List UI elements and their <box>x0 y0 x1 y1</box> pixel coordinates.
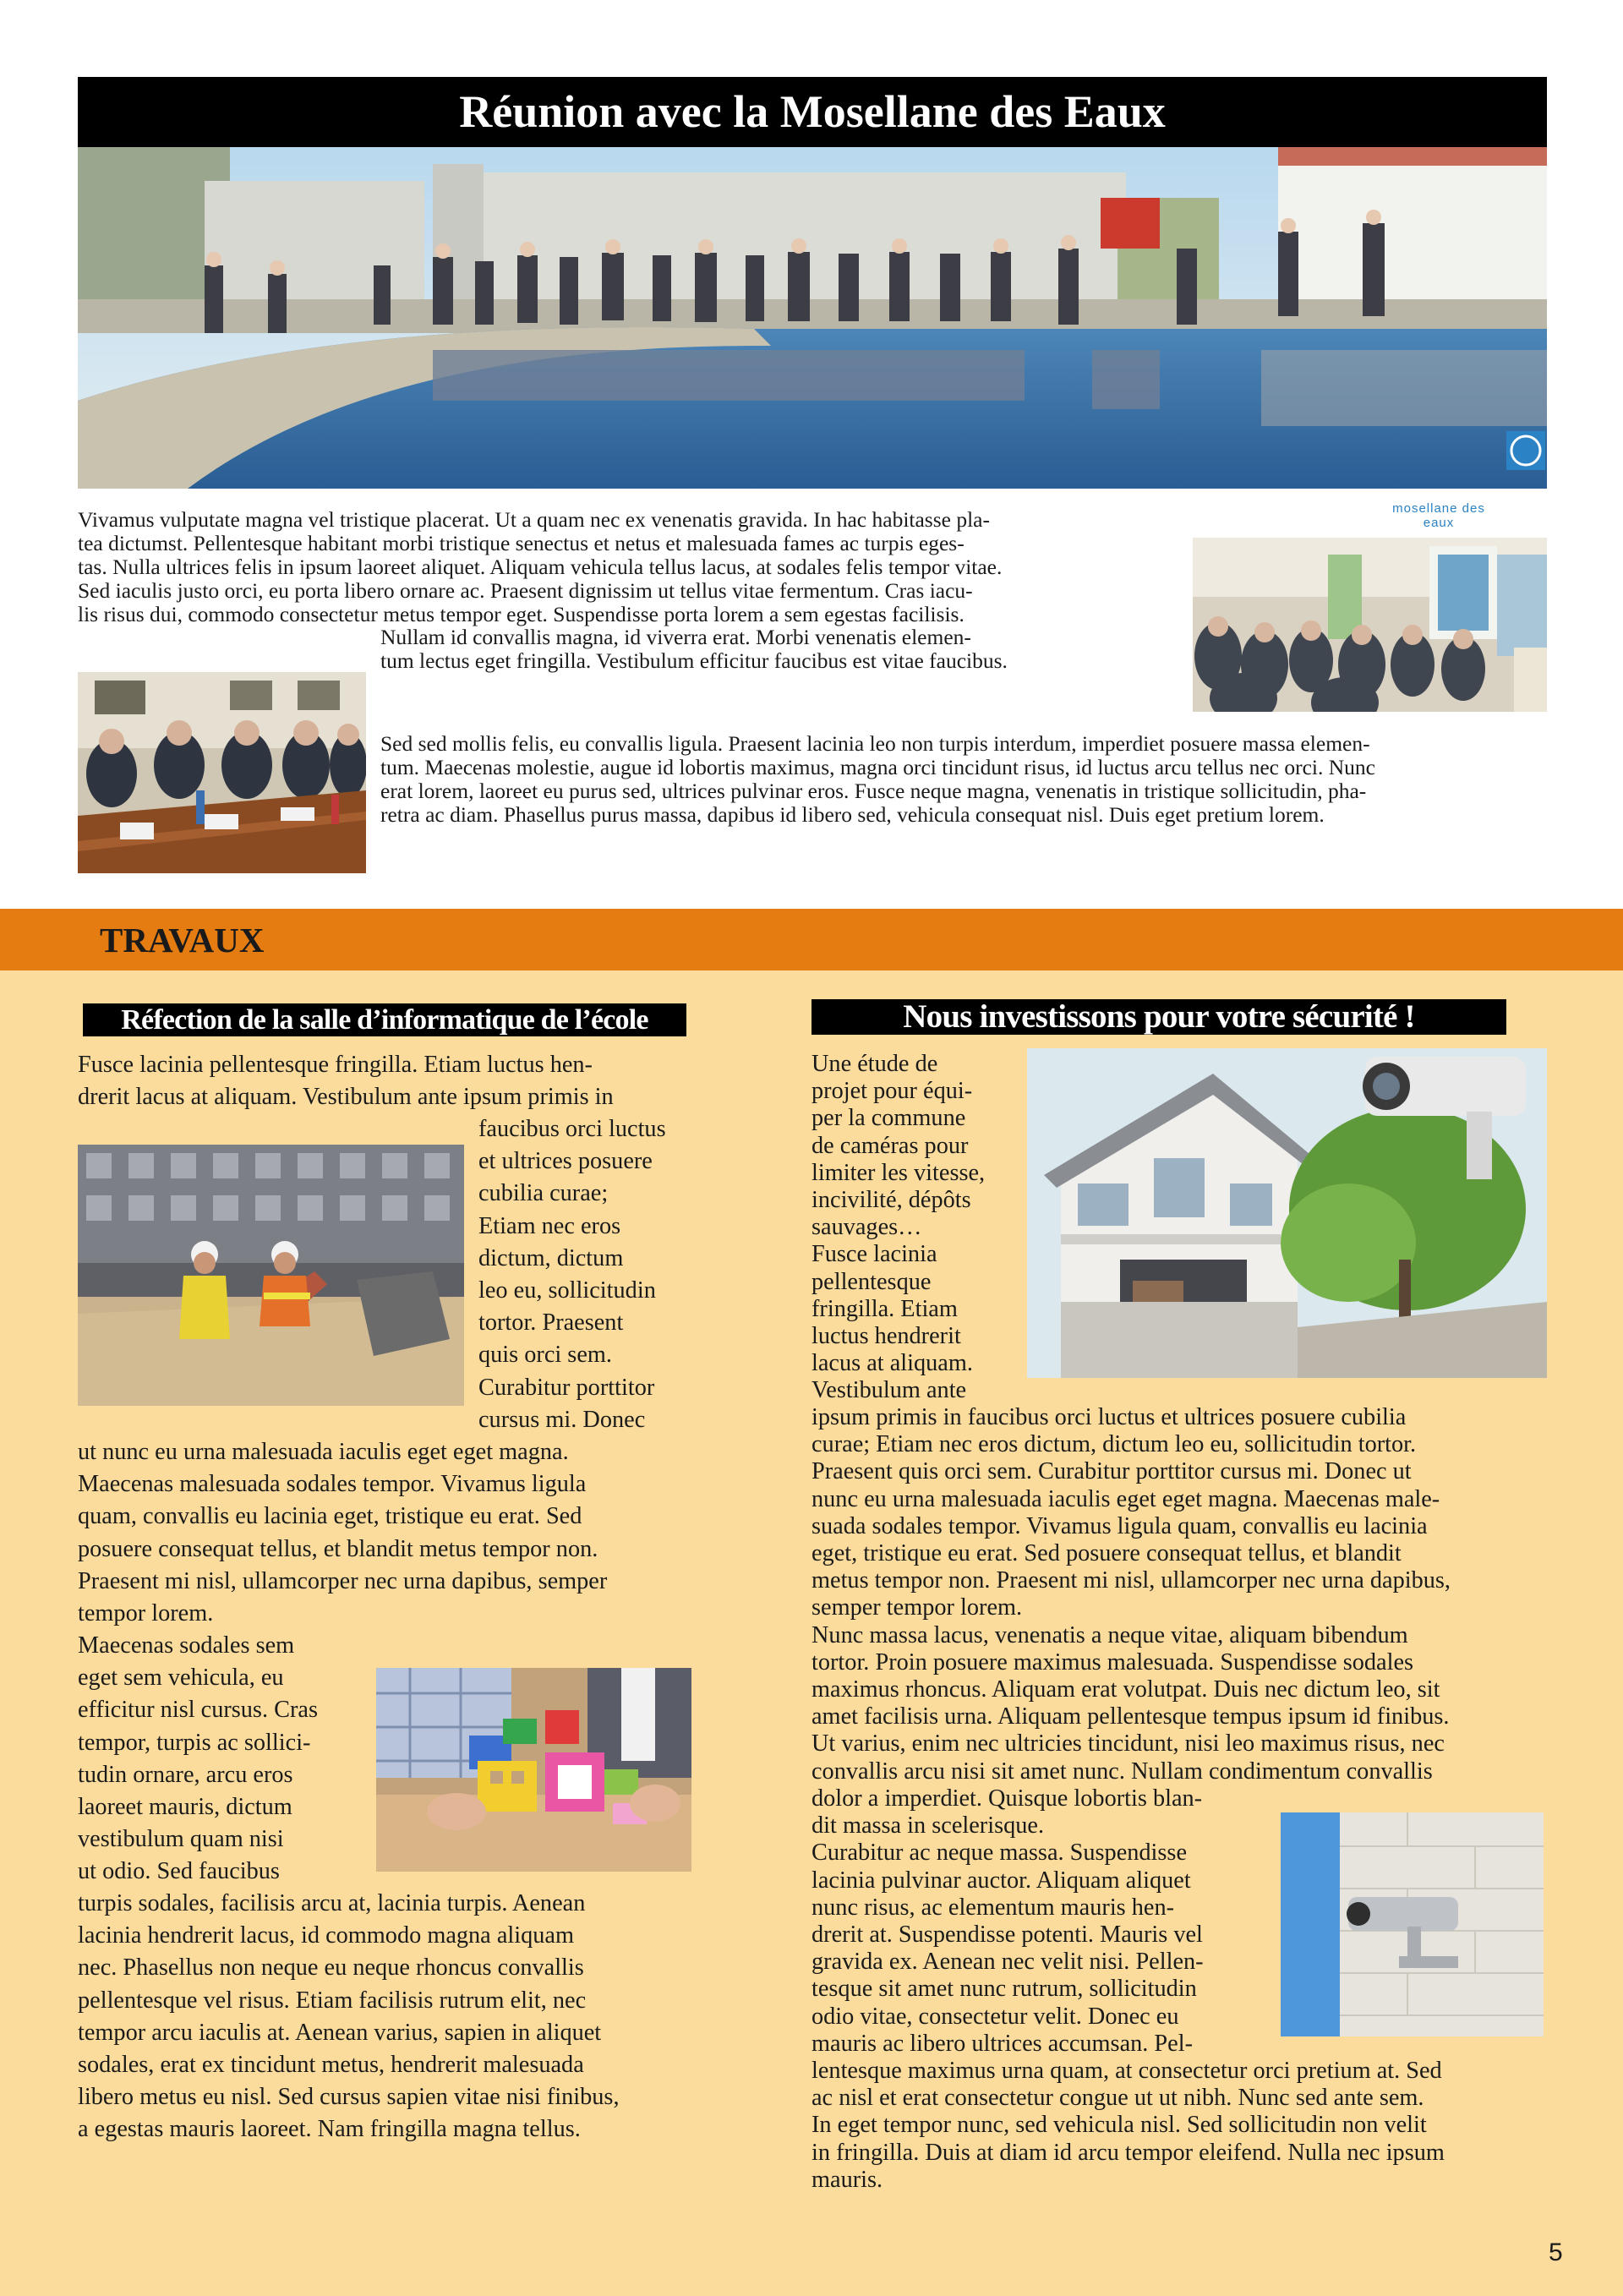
text-line: Nullam id convallis magna, id viverra erat. Morbi venenatis elemen- <box>380 625 971 649</box>
text-line: tudin ornare, arcu eros <box>78 1761 293 1788</box>
brand-logo-text: mosellane des eaux <box>1392 501 1485 530</box>
text-line: tempor arcu iaculis at. Aenean varius, sapien in aliquet <box>78 2019 602 2046</box>
text-line: ipsum primis in faucibus orci luctus et ultrices posuere cubilia <box>812 1404 1407 1430</box>
text-line: Praesent quis orci sem. Curabitur porttitor cursus mi. Donec ut <box>812 1458 1412 1485</box>
text-line: projet pour équi- <box>812 1078 973 1105</box>
article-intro-text <box>78 508 1156 626</box>
page-number: 5 <box>1549 2239 1563 2266</box>
text-line: gravida ex. Aenean nec velit nisi. Pellen- <box>812 1949 1204 1976</box>
article-intro-text-cont <box>380 626 1156 673</box>
text-line: posuere consequat tellus, et blandit metus tempor non. <box>78 1535 598 1562</box>
text-line: ut nunc eu urna malesuada iaculis eget eget magna. <box>78 1439 569 1465</box>
text-line: nunc eu urna malesuada iaculis eget eget magna. Maecenas male- <box>812 1485 1440 1512</box>
text-line: suada sodales tempor. Vivamus ligula quam, convallis eu lacinia <box>812 1512 1428 1539</box>
text-line: Etiam nec eros <box>478 1212 621 1239</box>
text-line: et ultrices posuere <box>478 1148 653 1175</box>
text-line: Curabitur ac neque massa. Suspendisse <box>812 1840 1188 1867</box>
text-line: lacinia pulvinar auctor. Aliquam aliquet <box>812 1867 1191 1894</box>
text-line: metus tempor non. Praesent mi nisl, ullamcorper nec urna dapibus, <box>812 1567 1451 1594</box>
text-line: ut odio. Sed faucibus <box>78 1858 280 1885</box>
text-line: pellentesque <box>812 1268 932 1295</box>
text-line: Fusce lacinia pellentesque fringilla. Etiam luctus hen- <box>78 1052 593 1078</box>
photo-presentation-audience <box>1193 538 1547 712</box>
text-line: eget sem vehicula, eu <box>78 1665 284 1692</box>
text-line: faucibus orci luctus <box>478 1116 666 1142</box>
article-school-text-wrap2 <box>78 1630 365 1889</box>
text-line: tempor lorem. <box>78 1600 214 1627</box>
text-line: per la commune <box>812 1105 966 1132</box>
text-line: Curabitur porttitor <box>478 1374 655 1401</box>
text-line: cubilia curae; <box>478 1180 609 1207</box>
article-title: Réunion avec la Mosellane des Eaux <box>78 77 1547 147</box>
text-line: turpis sodales, facilisis arcu at, lacinia turpis. Aenean <box>78 1890 586 1916</box>
text-line: amet facilisis urna. Aliquam pellentesque tempus ipsum id finibus. <box>812 1703 1450 1730</box>
text-line: eget, tristique eu erat. Sed posuere consequat tellus, et blandit <box>812 1540 1402 1567</box>
text-line: lentesque maximus urna quam, at consectetur orci pretium at. Sed <box>812 2058 1442 2084</box>
text-line: quis orci sem. <box>478 1342 612 1369</box>
text-line: semper tempor lorem. <box>812 1594 1023 1621</box>
text-line: Praesent mi nisl, ullamcorper nec urna dapibus, semper <box>78 1567 608 1594</box>
text-line: tortor. Proin posuere maximus malesuada. Suspendisse sodales <box>812 1648 1414 1676</box>
text-line: dit massa in scelerisque. <box>812 1812 1045 1840</box>
text-line: nunc risus, ac elementum mauris hen- <box>812 1894 1175 1921</box>
text-line: mauris. <box>812 2166 883 2193</box>
text-line: erat lorem, laoreet eu purus sed, ultrices pulvinar eros. Fusce neque magna, venenatis in tristique sollicitudin, pha- <box>380 778 1367 803</box>
text-line: laoreet mauris, dictum <box>78 1794 292 1821</box>
article-security-text-bottom <box>812 2058 1547 2194</box>
article-school-text-bottom <box>78 1888 700 2146</box>
article-security-title: Nous investissons pour votre sécurité ! <box>812 999 1506 1035</box>
article-security-text-wrap1 <box>812 1051 1023 1405</box>
text-line: retra ac diam. Phasellus purus massa, dapibus id libero sed, vehicula consequat nisl. Duis eget pretium lorem. <box>380 801 1325 827</box>
text-line: drerit lacus at aliquam. Vestibulum ante ipsum primis in <box>78 1084 614 1111</box>
text-line: Ut varius, enim nec ultricies tincidunt, nisi leo maximus risus, nec <box>812 1730 1445 1758</box>
text-line: tea dictumst. Pellentesque habitant morbi tristique senectus et netus et malesuada fames ac turpis eges- <box>78 530 965 555</box>
text-line: lacinia hendrerit lacus, id commodo magna aliquam <box>78 1922 574 1949</box>
article-school-text-top <box>78 1049 700 1113</box>
text-line: tas. Nulla ultrices felis in ipsum laoreet aliquet. Aliquam vehicula tellus lacus, at sodales felis tempor vitae. <box>78 554 1003 579</box>
text-line: tum. Maecenas molestie, augue id lobortis maximus, magna orci tincidunt risus, id luctus arcu tellus nec orci. Nunc <box>380 754 1375 779</box>
text-line: lis risus dui, commodo consectetur metus tempor eget. Suspendisse porta lorem a sem egestas facilisis. <box>78 601 965 626</box>
text-line: Sed sed mollis felis, eu convallis ligula. Praesent lacinia leo non turpis interdum, imperdiet posuere massa elemen- <box>380 731 1370 756</box>
photo-construction-workers <box>78 1145 464 1406</box>
text-line: Maecenas malesuada sodales tempor. Vivamus ligula <box>78 1471 587 1498</box>
text-line: Maecenas sodales sem <box>78 1632 295 1659</box>
photo-meeting-table <box>78 672 366 873</box>
text-line: dolor a imperdiet. Quisque lobortis blan- <box>812 1785 1203 1812</box>
text-line: Vivamus vulputate magna vel tristique placerat. Ut a quam nec ex venenatis gravida. In hac habitasse pla- <box>78 507 990 532</box>
text-line: convallis arcu nisi sit amet nunc. Nullam condimentum convallis <box>812 1758 1433 1785</box>
text-line: ac nisl et erat consectetur congue ut ut nibh. Nunc sed ante sem. <box>812 2085 1424 2112</box>
text-line: maximus rhoncus. Aliquam erat volutpat. Duis nec dictum leo, sit <box>812 1676 1440 1703</box>
text-line: limiter les vitesse, <box>812 1159 986 1186</box>
text-line: efficitur nisl cursus. Cras <box>78 1697 318 1724</box>
text-line: fringilla. Etiam <box>812 1295 958 1322</box>
article-school-title: Réfection de la salle d’informatique de l’école <box>83 1003 686 1036</box>
photo-house-security-camera <box>1027 1048 1547 1378</box>
text-line: Sed iaculis justo orci, eu porta libero ornare ac. Praesent dignissim ut tellus vitae fermentum. Cras iacu- <box>78 577 973 603</box>
text-line: pellentesque vel risus. Etiam facilisis rutrum elit, nec <box>78 1987 587 2014</box>
article-body-text <box>380 732 1547 827</box>
text-line: incivilité, dépôts <box>812 1187 971 1214</box>
text-line: libero metus eu nisl. Sed cursus sapien vitae nisi finibus, <box>78 2084 620 2111</box>
text-line: sauvages… <box>812 1214 922 1241</box>
text-line: tempor, turpis ac sollici- <box>78 1729 311 1756</box>
article-school-text-wrap1 <box>478 1113 707 1436</box>
text-line: a egestas mauris laoreet. Nam fringilla magna tellus. <box>78 2116 581 2143</box>
text-line: Fusce lacinia <box>812 1241 937 1268</box>
text-line: Nunc massa lacus, venenatis a neque vitae, aliquam bibendum <box>812 1621 1408 1648</box>
photo-water-station-visit <box>78 147 1547 489</box>
text-line: Une étude de <box>812 1051 938 1077</box>
text-line: vestibulum quam nisi <box>78 1826 284 1853</box>
text-line: de caméras pour <box>812 1132 969 1159</box>
article-security-text-wrap2 <box>812 1785 1272 2058</box>
text-line: tum lectus eget fringilla. Vestibulum efficitur faucibus est vitae faucibus. <box>380 648 1008 673</box>
text-line: quam, convallis eu lacinia eget, tristique eu erat. Sed <box>78 1503 582 1530</box>
text-line: curae; Etiam nec eros dictum, dictum leo eu, sollicitudin tortor. <box>812 1431 1417 1458</box>
text-line: tesque sit amet nunc rutrum, sollicitudin <box>812 1976 1197 2003</box>
text-line: in fringilla. Duis at diam id arcu tempor eleifend. Nulla nec ipsum <box>812 2139 1445 2166</box>
text-line: dictum, dictum <box>478 1244 624 1271</box>
text-line: sodales, erat ex tincidunt metus, hendrerit malesuada <box>78 2052 584 2079</box>
photo-children-building-blocks <box>376 1668 691 1872</box>
text-line: leo eu, sollicitudin <box>478 1277 656 1304</box>
text-line: In eget tempor nunc, sed vehicula nisl. Sed sollicitudin non velit <box>812 2112 1427 2139</box>
section-title: TRAVAUX <box>100 921 265 959</box>
text-line: mauris ac libero ultrices accumsan. Pel- <box>812 2030 1194 2057</box>
article-security-text-mid <box>812 1404 1547 1785</box>
text-line: nec. Phasellus non neque eu neque rhoncus convallis <box>78 1954 584 1982</box>
text-line: Vestibulum ante <box>812 1377 967 1404</box>
photo-wall-security-camera <box>1281 1812 1544 2036</box>
text-line: odio vitae, consectetur velit. Donec eu <box>812 2003 1179 2030</box>
text-line: drerit at. Suspendisse potenti. Mauris vel <box>812 1922 1203 1949</box>
article-school-text-mid <box>78 1436 700 1630</box>
text-line: luctus hendrerit <box>812 1323 961 1350</box>
text-line: tortor. Praesent <box>478 1309 624 1337</box>
text-line: cursus mi. Donec <box>478 1406 646 1433</box>
text-line: lacus at aliquam. <box>812 1350 973 1377</box>
